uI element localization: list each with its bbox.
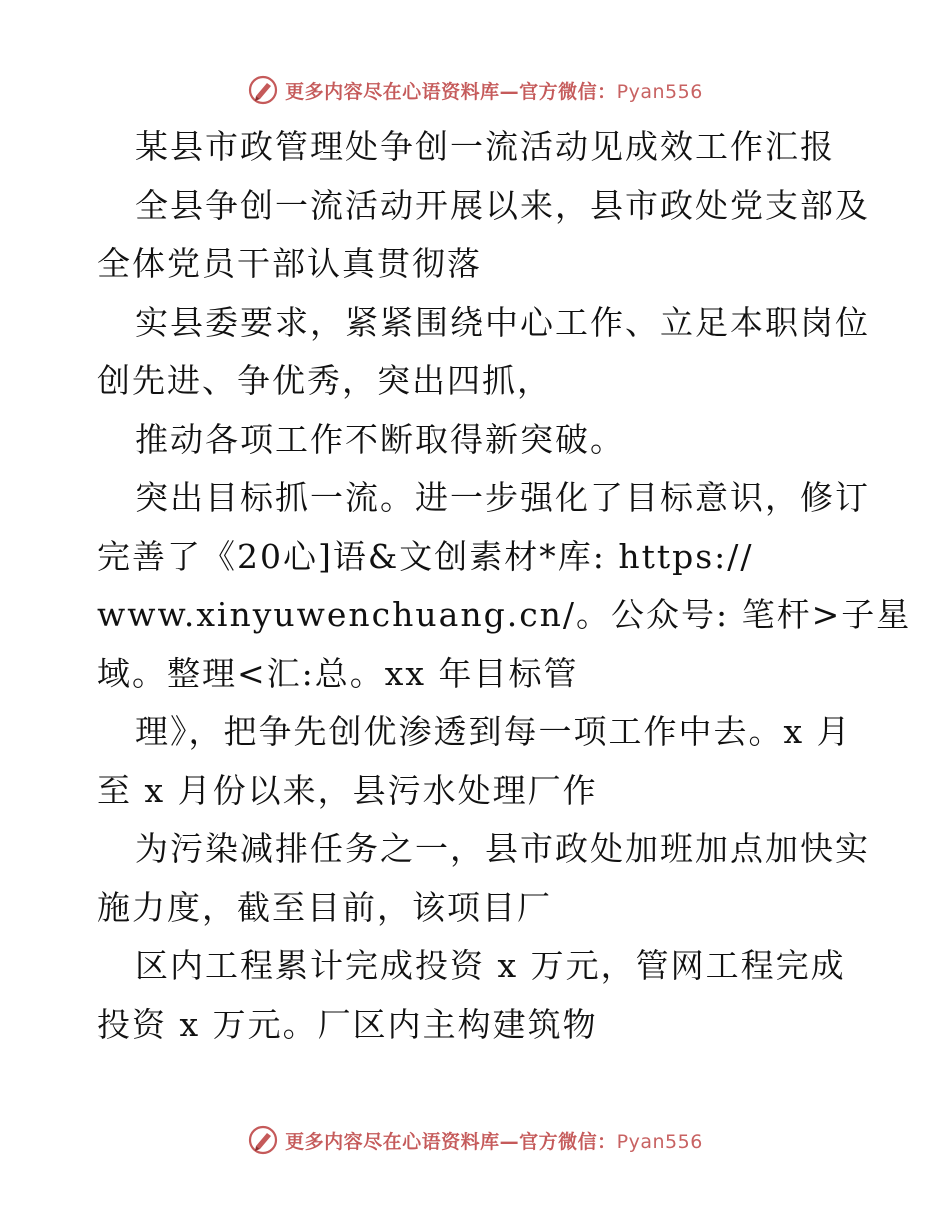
paragraph-line: 理》，把争先创优渗透到每一项工作中去。x 月 (135, 712, 852, 751)
header-banner-label: 更多内容尽在心语资料库—官方微信： (285, 80, 617, 103)
document-body (97, 118, 912, 1054)
paragraph-line: www.xinyuwenchuang.cn/。公众号: 笔杆>子星 (97, 595, 912, 634)
paragraph-line: 推动各项工作不断取得新突破。 (135, 419, 625, 459)
footer-banner (0, 1120, 950, 1160)
paragraph-line: 创先进、争优秀，突出四抓， (97, 361, 552, 400)
paragraph-line: 突出目标抓一流。进一步强化了目标意识，修订 (135, 478, 870, 517)
paragraph-line: 投资 x 万元。厂区内主构建筑物 (97, 1004, 598, 1044)
paragraph-line: 施力度，截至目前，该项目厂 (97, 887, 552, 927)
paragraph-line: 域。整理<汇:总。xx 年目标管 (97, 653, 579, 693)
header-banner (0, 70, 950, 110)
paragraph-line: 全县争创一流活动开展以来，县市政处党支部及 (135, 185, 870, 225)
paragraph-line: 至 x 月份以来，县污水处理厂作 (97, 770, 598, 810)
pen-logo-icon (247, 1124, 279, 1156)
footer-banner-text (285, 1127, 703, 1154)
paragraph-line: 完善了《20心]语&文创素材*库: https:// (97, 536, 754, 576)
header-banner-text (285, 77, 703, 104)
footer-banner-wechat-id: Pyan556 (616, 1130, 703, 1153)
paragraph-line: 全体党员干部认真贯彻落 (97, 244, 482, 283)
header-banner-wechat-id: Pyan556 (616, 80, 703, 103)
paragraph-line: 区内工程累计完成投资 x 万元，管网工程完成 (135, 946, 846, 985)
footer-banner-label: 更多内容尽在心语资料库—官方微信： (285, 1130, 617, 1153)
paragraph-line: 为污染减排任务之一，县市政处加班加点加快实 (135, 829, 870, 868)
pen-logo-icon (247, 74, 279, 106)
paragraph-line: 实县委要求，紧紧围绕中心工作、立足本职岗位 (135, 302, 870, 342)
document-title: 某县市政管理处争创一流活动见成效工作汇报 (135, 127, 835, 166)
